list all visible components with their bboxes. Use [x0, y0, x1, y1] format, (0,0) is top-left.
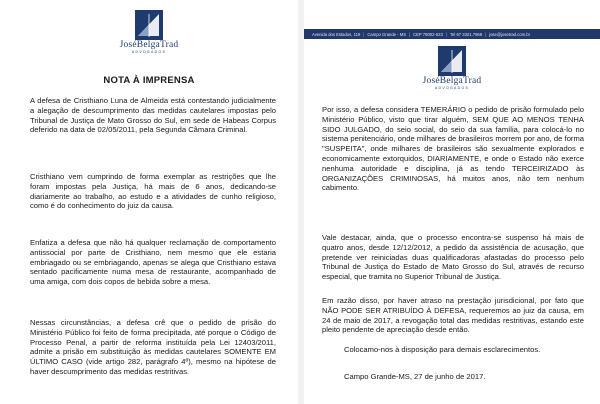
- logo-mark-icon: [438, 46, 466, 76]
- logo-wordmark: JoséBelgaTrad: [422, 76, 482, 86]
- paragraph-no-complaint: Enfatiza a defesa que não há qualquer reclamação de comportamento antissocial por parte de Cristhiano, nem mesmo que ele estaria embriagado ou se embriagando, apenas se alega que Cristhiano estava sentado pacificamente numa mesa de restaurante, acompanhado de uma amiga, com dois copos de bebida sobre a mesa.: [30, 238, 276, 287]
- paragraph-contestation: A defesa de Cristhiano Luna de Almeida está contestando judicialmente a alegação de descumprimento das medidas cautelares impostas pelo Tribunal de Justiça de Mato Grosso do Sul, em sede de Habeas Corpus deferido na data de 02/05/2011, pela Segunda Câmara Criminal.: [30, 96, 276, 135]
- header-address: Avenida dos Estados, 119: [312, 31, 361, 37]
- press-note-page-1: [0, 0, 298, 404]
- letterhead-bar: Avenida dos Estados, 119 | Campo Grande - MS | CEP 79002-523 | Tel 67 3321.7969 | jose@josetrad.com.br: [304, 29, 600, 39]
- header-email: jose@josetrad.com.br: [489, 31, 530, 37]
- paragraph-revocation-request: Em razão disso, por haver atraso na prestação jurisdicional, por fato que NÃO PODE SER ATRIBUÍDO À DEFESA, requeremos ao juiz da causa, em 24 de maio de 2017, a revogação total das medidas restritivas, estando este pleito pendente de apreciação desde então.: [322, 296, 584, 335]
- header-city: Campo Grande - MS: [367, 31, 407, 37]
- paragraph-suspended-process: Vale destacar, ainda, que o processo encontra-se suspenso há mais de quatro anos, desde 12/12/2012, a pedido da assistência de acusação, que pretende ver reiniciadas duas qualificadoras afastadas do processo pelo Tribunal de Justiça do Estado de Mato Grosso do Sul, através de recurso especial, que tramita no Superior Tribunal de Justiça.: [322, 233, 584, 282]
- law-firm-logo: [105, 10, 193, 55]
- logo-subtitle: ADVOGADOS: [131, 50, 167, 54]
- header-cep: CEP 79002-523: [413, 31, 443, 37]
- logo-wordmark: JoséBelgaTrad: [119, 40, 179, 50]
- logo-subtitle: ADVOGADOS: [434, 86, 470, 90]
- header-phone: Tel 67 3321.7969: [449, 31, 483, 37]
- paragraph-compliance: Cristhiano vem cumprindo de forma exemplar as restrições que lhe foram impostas pela Justiça, há mais de 6 anos, dedicando-se diariamente ao trabalho, ao estudo e a atividades de cunho religioso, como é do conhecimento do juiz da causa.: [30, 172, 276, 211]
- press-note-page-2: [304, 0, 600, 404]
- logo-mark-icon: [135, 10, 163, 40]
- paragraph-temerity: Por isso, a defesa considera TEMERÁRIO o pedido de prisão formulado pelo Ministério Público, visto que tirar alguém, SEM QUE AO MENOS TENHA SIDO JULGADO, do seio social, do seio da sua família, para colocá-lo no sistema penitenciário, onde milhares de brasileiros morrem por ano, de forma "SUSPEITA", onde milhares de brasileiros são sexualmente explorados e economicamente extorquidos, DIARIAMENTE, e onde o Estado não exerce nenhuma autoridade e disciplina, já as tendo TERCEIRIZADO às ORGANIZAÇÕES CRIMINOSAS, há muitos anos, não tem nenhum cabimento.: [322, 105, 584, 193]
- paragraph-precipitated-request: Nessas circunstâncias, a defesa crê que o pedido de prisão do Ministério Público foi feito de forma precipitada, até porque o Código de Processo Penal, a partir de reforma instituída pela Lei 12403/2011, admite a prisão em substituição às medidas cautelares SOMENTE EM ÚLTIMO CASO (vide artigo 282, parágrafo 4º), mesmo na hipótese de haver descumprimento das medidas restritivas.: [30, 318, 276, 376]
- law-firm-logo: [408, 46, 496, 91]
- dateline: Campo Grande-MS, 27 de junho de 2017.: [344, 372, 486, 381]
- closing-remark: Colocamo-nos à disposição para demais esclarecimentos.: [344, 345, 541, 354]
- page-title: NOTA À IMPRENSA: [103, 75, 195, 86]
